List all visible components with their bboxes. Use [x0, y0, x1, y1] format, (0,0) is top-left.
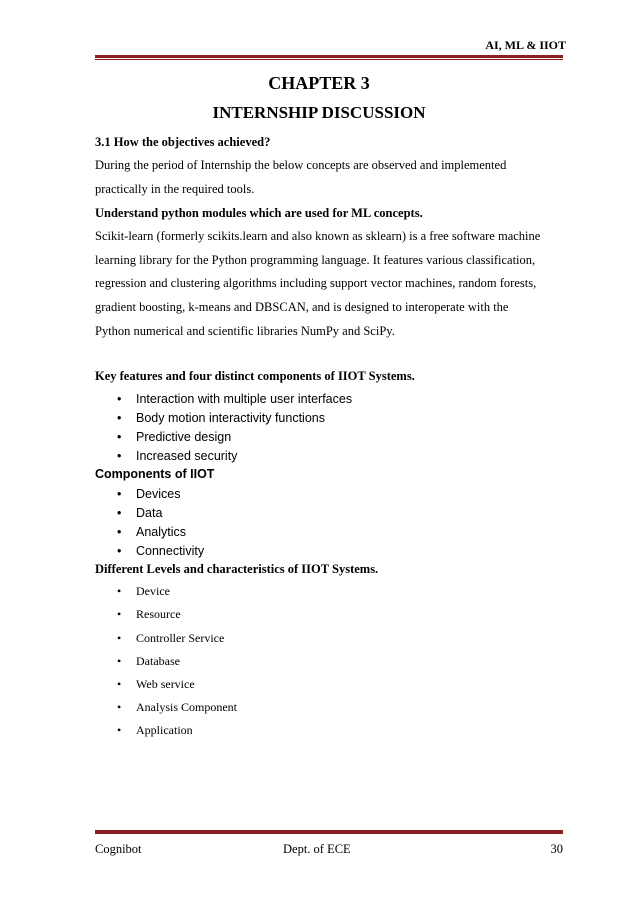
list-item: • Web service: [95, 673, 565, 696]
list-item: • Increased security: [95, 447, 565, 466]
list-item: • Application: [95, 719, 565, 742]
features-list: [95, 390, 565, 466]
intro-paragraph: [95, 154, 565, 201]
levels-list: [95, 580, 565, 742]
header-rule: [95, 55, 563, 60]
list-item: • Data: [95, 504, 565, 523]
footer-rule: [95, 829, 563, 834]
chapter-number: CHAPTER 3: [268, 73, 370, 93]
list-item: • Controller Service: [95, 627, 565, 650]
intro-line: practically in the required tools.: [95, 181, 255, 196]
list-item: • Body motion interactivity functions: [95, 409, 565, 428]
list-item: • Analysis Component: [95, 696, 565, 719]
list-item: • Interaction with multiple user interfaces: [95, 390, 565, 409]
python-line: learning library for the Python programming language. It features various classification,: [95, 252, 536, 267]
list-item: • Predictive design: [95, 428, 565, 447]
intro-line: During the period of Internship the below concepts are observed and implemented: [95, 158, 507, 172]
chapter-title: INTERNSHIP DISCUSSION: [212, 103, 426, 122]
section-heading: 3.1 How the objectives achieved?: [95, 135, 271, 149]
python-paragraph: [95, 225, 565, 343]
list-item: • Connectivity: [95, 542, 565, 561]
components-heading: Components of IIOT: [95, 467, 215, 482]
python-line: regression and clustering algorithms including support vector machines, random forests,: [95, 276, 537, 291]
components-list: [95, 485, 565, 561]
list-item: • Devices: [95, 485, 565, 504]
features-heading: Key features and four distinct components of IIOT Systems.: [95, 369, 415, 384]
levels-heading: Different Levels and characteristics of IIOT Systems.: [95, 562, 379, 577]
list-item: • Resource: [95, 603, 565, 626]
footer-company: Cognibot: [95, 842, 142, 856]
footer-department: Dept. of ECE: [283, 842, 351, 856]
python-line: Scikit-learn (formerly scikits.learn and also known as sklearn) is a free software machine: [95, 229, 541, 244]
page-number: 30: [550, 842, 563, 856]
page-content: [95, 130, 565, 743]
list-item: • Database: [95, 650, 565, 673]
running-header: AI, ML & IIOT: [485, 38, 566, 52]
python-line: gradient boosting, k-means and DBSCAN, and is designed to interoperate with the: [95, 299, 509, 314]
python-heading: Understand python modules which are used for ML concepts.: [95, 206, 423, 221]
python-line: Python numerical and scientific libraries NumPy and SciPy.: [95, 323, 395, 338]
list-item: • Analytics: [95, 523, 565, 542]
list-item: • Device: [95, 580, 565, 603]
